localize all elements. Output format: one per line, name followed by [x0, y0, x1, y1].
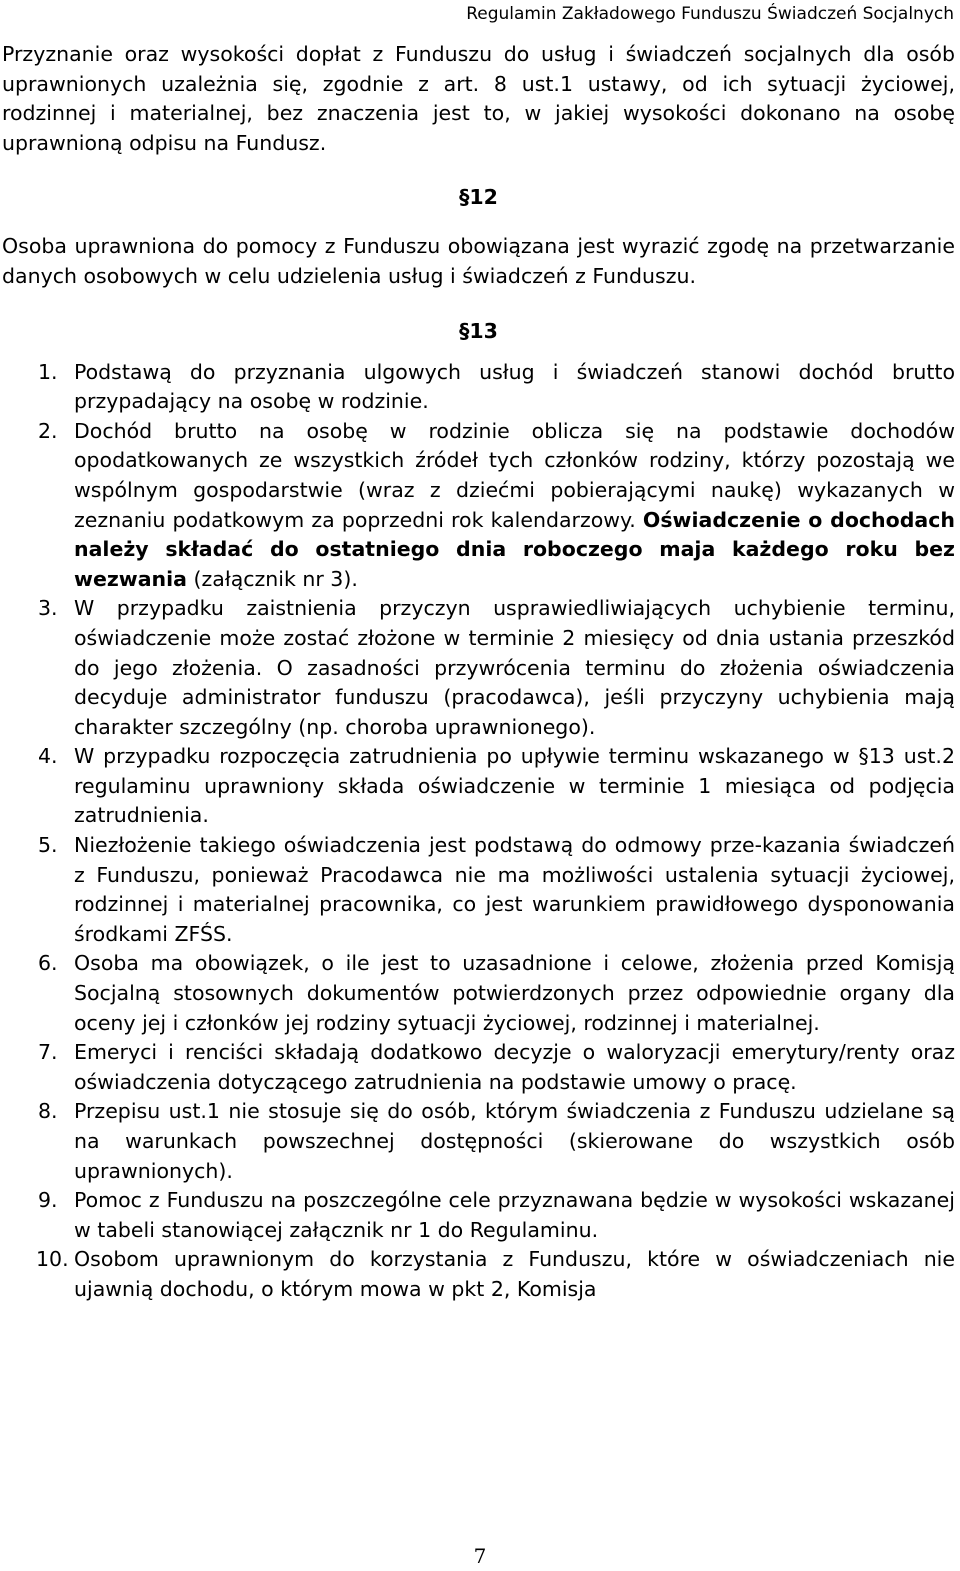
list-item-text: Dochód brutto na osobę w rodzinie oblicza się na podstawie dochodów opodatkowanych ze wszystkich źródeł tych członków rodziny, którzy pozostają we wspólnym gospodarstwie (wraz z dziećmi pobierającymi naukę) wykazanych w zeznaniu podatkowym za poprzedni rok kalendarzowy.	[74, 418, 955, 532]
intro-paragraph: Przyznanie oraz wysokości dopłat z Funduszu do usług i świadczeń socjalnych dla osób uprawnionych uzależnia się, zgodnie z art. 8 ust.1 ustawy, od ich sytuacji życiowej, rodzinnej i materialnej, bez znaczenia jest to, w jakiej wysokości dokonano na osobę uprawnioną odpisu na Fundusz.	[2, 42, 955, 155]
list-item-number: 4.	[38, 744, 58, 769]
list-item-number: 7.	[38, 1040, 58, 1065]
list-item-text: Pomoc z Funduszu na poszczególne cele przyznawana będzie w wysokości wskazanej w tabeli stanowiącej załącznik nr 1 do Regulaminu.	[74, 1188, 955, 1242]
list-item	[2, 949, 955, 1038]
list-item-number: 3.	[38, 596, 58, 621]
list-item-number: 10.	[36, 1247, 69, 1272]
section-12-paragraph: Osoba uprawniona do pomocy z Funduszu obowiązana jest wyrazić zgodę na przetwarzanie danych osobowych w celu udzielenia usług i świadczeń z Funduszu.	[2, 234, 955, 288]
page-number: 7	[473, 1544, 487, 1568]
running-header: Regulamin Zakładowego Funduszu Świadczeń Socjalnych	[466, 4, 954, 24]
list-item-number: 5.	[38, 833, 58, 858]
section-13-list	[2, 358, 955, 1305]
list-item-text-after: (załącznik nr 3).	[193, 566, 358, 591]
list-item-text: Emeryci i renciści składają dodatkowo decyzje o waloryzacji emerytury/renty oraz oświadczenia dotyczącego zatrudnienia na podstawie umowy o pracę.	[74, 1040, 955, 1094]
list-item-number: 6.	[38, 951, 58, 976]
list-item-text: Podstawą do przyznania ulgowych usług i świadczeń stanowi dochód brutto przypadający na osobę w rodzinie.	[74, 359, 955, 414]
list-item	[2, 358, 955, 417]
list-item-number: 1.	[38, 359, 58, 384]
list-item-text: Przepisu ust.1 nie stosuje się do osób, którym świadczenia z Funduszu udzielane są na warunkach powszechnej dostępności (skierowane do wszystkich osób uprawnionych).	[74, 1099, 955, 1183]
list-item	[2, 594, 955, 742]
list-item	[2, 742, 955, 831]
list-item-text: Osobom uprawnionym do korzystania z Funduszu, które w oświadczeniach nie ujawnią dochodu, o którym mowa w pkt 2, Komisja	[74, 1247, 955, 1301]
section-13-heading: §13	[459, 318, 498, 343]
list-item-text: W przypadku zaistnienia przyczyn usprawiedliwiających uchybienie terminu, oświadczenie może zostać złożone w terminie 2 miesięcy od dnia ustania przeszkód do jego złożenia. O zasadności przywrócenia terminu do złożenia oświadczenia decyduje administrator funduszu (pracodawca), jeśli przyczyny uchybienia mają charakter szczególny (np. choroba uprawnionego).	[74, 596, 955, 739]
list-item-number: 2.	[38, 418, 58, 443]
list-item	[2, 1038, 955, 1097]
list-item	[2, 1245, 955, 1304]
list-item-number: 9.	[38, 1188, 58, 1213]
list-item-text: Osoba ma obowiązek, o ile jest to uzasadnione i celowe, złożenia przed Komisją Socjalną stosownych dokumentów potwierdzonych przez odpowiednie organy dla oceny jej i członków jej rodziny sytuacji życiowej, rodzinnej i materialnej.	[74, 951, 955, 1035]
list-item	[2, 417, 955, 595]
list-item	[2, 1186, 955, 1245]
list-item-bold-text: Oświadczenie o dochodach należy składać do ostatniego dnia roboczego maja każdego roku bez wezwania	[74, 507, 955, 591]
list-item-text: Niezłożenie takiego oświadczenia jest podstawą do odmowy prze-kazania świadczeń z Funduszu, ponieważ Pracodawca nie ma możliwości ustalenia sytuacji życiowej, rodzinnej i materialnej pracownika, co jest warunkiem prawidłowego dysponowania środkami ZFŚS.	[74, 833, 955, 946]
list-item	[2, 831, 955, 949]
list-item	[2, 1097, 955, 1186]
document-body	[2, 40, 955, 1305]
list-item-number: 8.	[38, 1099, 58, 1124]
section-12-heading: §12	[459, 185, 498, 210]
list-item-text: W przypadku rozpoczęcia zatrudnienia po upływie terminu wskazanego w §13 ust.2 regulaminu uprawniony składa oświadczenie w terminie 1 miesiąca od podjęcia zatrudnienia.	[74, 744, 955, 828]
